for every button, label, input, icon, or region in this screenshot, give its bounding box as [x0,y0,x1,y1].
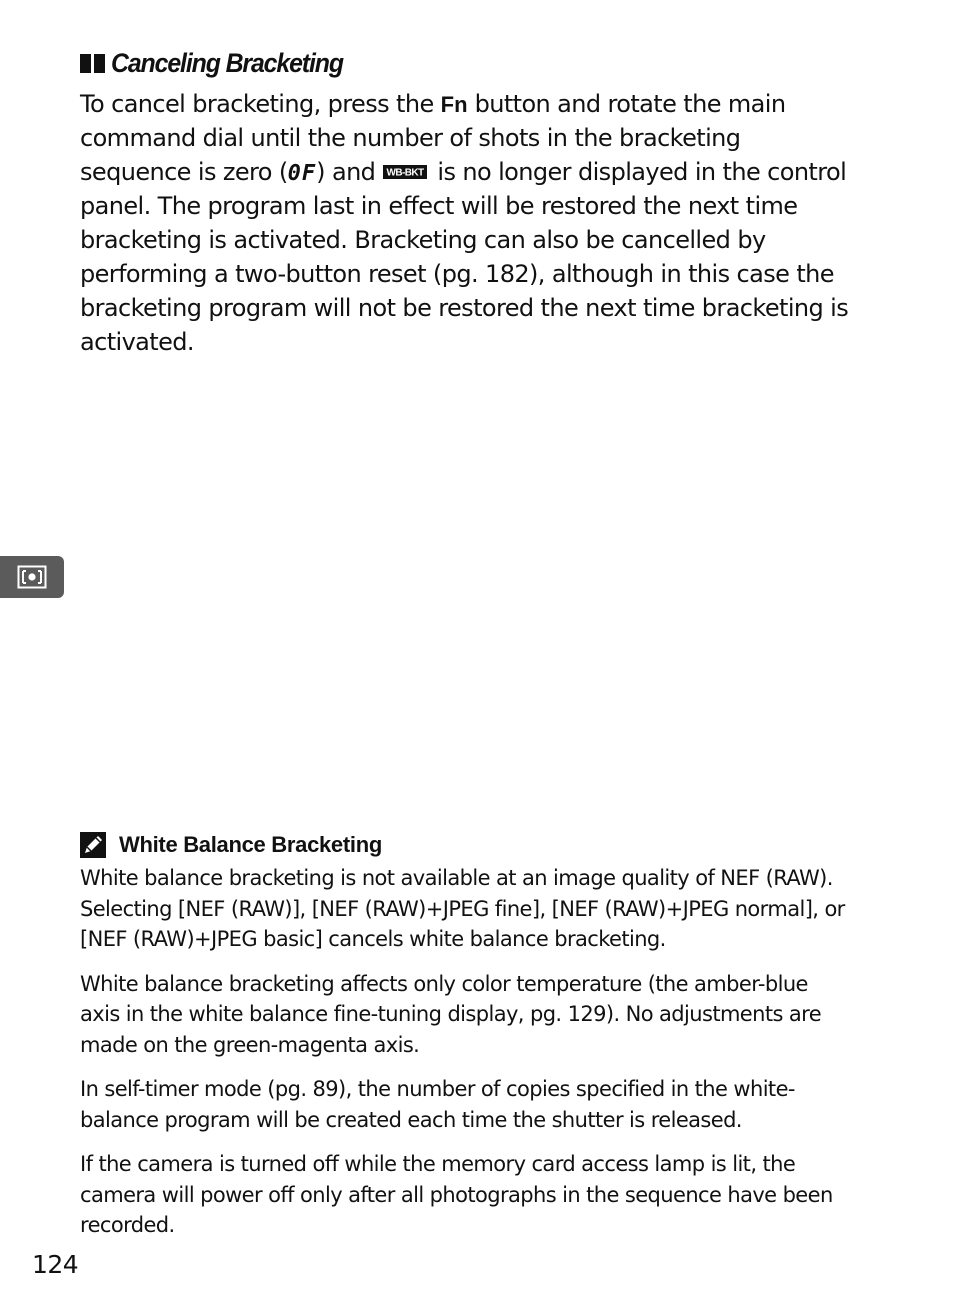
shooting-bracket-icon [17,565,47,589]
chapter-tab [0,556,64,598]
section-title: Canceling Bracketing [111,48,343,78]
main-text-part-3: ) and [316,157,383,186]
main-text-part-1: To cancel bracketing, press the [80,90,441,118]
main-paragraph [80,88,858,359]
main-text-part-2: button and rotate the main command dial until the number of shots in the bracketing sequence is zero ( [80,90,786,186]
section-heading [80,48,363,79]
wb-bkt-icon [383,165,427,179]
note-paragraph: White balance bracketing affects only color temperature (the amber-blue axis in the white balance fine-tuning display, pg. 129). No adjustments are made on the green-magenta axis. [80,971,822,1057]
fn-button-label: Fn [440,92,468,117]
section-marker-icon [80,54,105,73]
pencil-note-icon [80,832,106,858]
note-header [80,830,852,860]
page-number: 124 [32,1250,79,1279]
main-text-part-4: is no longer displayed in the control panel. The program last in effect will be restored the next time bracketing is activated. Bracketing can also be cancelled by performing a two-button reset (pg. 182), although in this case the bracketing program will not be restored the next time bracketing is activated. [80,157,849,356]
wb-bkt-icon-text: WB-BKT [386,167,424,179]
note-paragraph: In self-timer mode (pg. 89), the number of copies specified in the white-balance program will be created each time the shutter is released. [80,1077,795,1132]
note-title: White Balance Bracketing [119,832,382,857]
note-block [80,830,852,1255]
note-paragraph: White balance bracketing is not available at an image quality of NEF (RAW). Selecting [NEF (RAW)], [NEF (RAW)+JPEG fine], [NEF (RAW)+JPEG normal], or [NEF (RAW)+JPEG basic] cancels white balance bracketing. [80,866,845,951]
note-paragraph: If the camera is turned off while the memory card access lamp is lit, the camera will power off only after all photographs in the sequence have been recorded. [80,1152,833,1237]
zero-shots-display: 0F [287,160,317,186]
